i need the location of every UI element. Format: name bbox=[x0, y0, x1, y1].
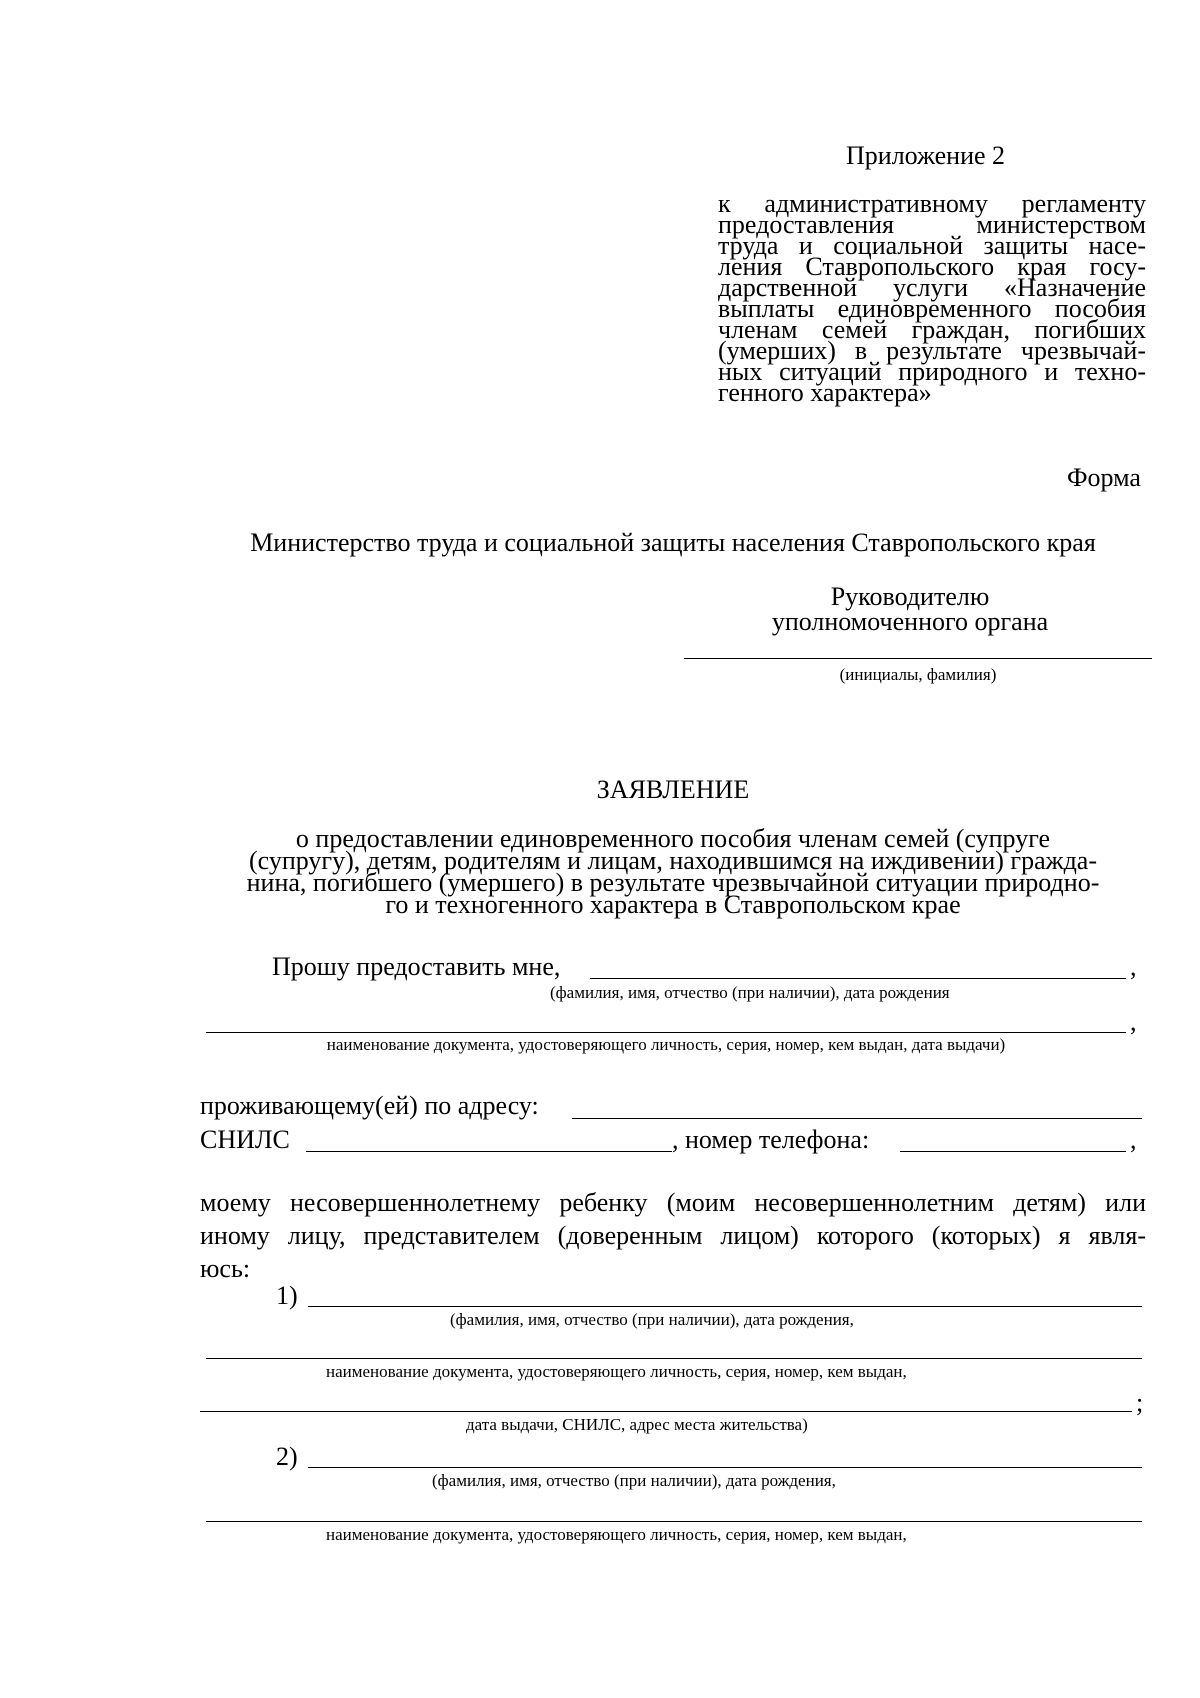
addressee-caption: (инициалы, фамилия) bbox=[839, 665, 997, 684]
form-label: Форма bbox=[1067, 463, 1141, 492]
addressee-line-2: уполномоченного органа bbox=[771, 607, 1049, 636]
subtitle-line: (супругу), детям, родителям и лицам, находившимся на иждивении) гражда- bbox=[249, 846, 1097, 875]
statement-subtitle bbox=[200, 824, 1146, 919]
child-1-name-caption: (фамилия, имя, отчество (при наличии), дата рождения, bbox=[450, 1310, 854, 1329]
statement-title: ЗАЯВЛЕНИЕ bbox=[596, 775, 750, 804]
snils-label: СНИЛС bbox=[200, 1125, 290, 1154]
intro-line: юсь: bbox=[200, 1254, 251, 1283]
child-1-extra-caption: дата выдачи, СНИЛС, адрес места жительства) bbox=[466, 1415, 808, 1434]
phone-field[interactable] bbox=[900, 1151, 1126, 1152]
applicant-document-caption: наименование документа, удостоверяющего личность, серия, номер, кем выдан, дата выдачи) bbox=[326, 1035, 1006, 1054]
appendix-line: предоставления министерством bbox=[718, 210, 1146, 239]
appendix-line: генного характера» bbox=[718, 378, 932, 407]
address-label: проживающему(ей) по адресу: bbox=[200, 1091, 539, 1120]
semicolon: ; bbox=[1136, 1388, 1144, 1417]
appendix-line: к административному регламенту bbox=[718, 189, 1146, 218]
appendix-line: (умерших) в результате чрезвычай- bbox=[718, 336, 1146, 365]
child-1-name-field[interactable] bbox=[308, 1306, 1142, 1307]
appendix-line: ления Ставропольского края госу- bbox=[718, 252, 1146, 281]
intro-line: иному лицу, представителем (доверенным лицом) которого (которых) я явля- bbox=[200, 1221, 1146, 1250]
addressee-signature-line[interactable] bbox=[684, 658, 1152, 659]
intro-line: моему несовершеннолетнему ребенку (моим несовершеннолетним детям) или bbox=[200, 1188, 1146, 1217]
address-field[interactable] bbox=[572, 1118, 1142, 1119]
ministry-name: Министерство труда и социальной защиты населения Ставропольского края bbox=[250, 528, 1096, 557]
child-2-document-caption: наименование документа, удостоверяющего личность, серия, номер, кем выдан, bbox=[326, 1525, 907, 1544]
applicant-document-field[interactable] bbox=[206, 1032, 1126, 1033]
appendix-line: выплаты единовременного пособия bbox=[718, 294, 1146, 323]
addressee-line-1: Руководителю bbox=[830, 582, 990, 611]
appendix-number: Приложение 2 bbox=[846, 141, 1006, 170]
appendix-line: труда и социальной защиты насе- bbox=[718, 231, 1146, 260]
applicant-name-field[interactable] bbox=[590, 978, 1126, 979]
appendix-line: дарственной услуги «Назначение bbox=[718, 273, 1146, 302]
children-intro bbox=[200, 1186, 1146, 1285]
appendix-line: ных ситуаций природного и техно- bbox=[718, 357, 1146, 386]
item-number-1: 1) bbox=[276, 1281, 298, 1310]
comma: , bbox=[1130, 1007, 1137, 1036]
child-1-document-field[interactable] bbox=[206, 1358, 1142, 1359]
comma: , bbox=[1130, 1125, 1137, 1154]
appendix-text bbox=[718, 189, 1146, 407]
subtitle-line: го и техногенного характера в Ставропольском крае bbox=[385, 890, 961, 919]
applicant-name-caption: (фамилия, имя, отчество (при наличии), дата рождения bbox=[550, 983, 950, 1002]
phone-label: , номер телефона: bbox=[672, 1125, 870, 1154]
item-number-2: 2) bbox=[276, 1442, 298, 1471]
child-1-extra-field[interactable] bbox=[200, 1411, 1132, 1412]
child-2-name-field[interactable] bbox=[308, 1467, 1142, 1468]
child-1-document-caption: наименование документа, удостоверяющего личность, серия, номер, кем выдан, bbox=[326, 1362, 907, 1381]
subtitle-line: о предоставлении единовременного пособия членам семей (супруге bbox=[295, 824, 1051, 853]
snils-field[interactable] bbox=[306, 1151, 672, 1152]
child-2-document-field[interactable] bbox=[206, 1521, 1142, 1522]
child-2-name-caption: (фамилия, имя, отчество (при наличии), дата рождения, bbox=[432, 1471, 836, 1490]
request-label: Прошу предоставить мне, bbox=[272, 952, 561, 981]
appendix-line: членам семей граждан, погибших bbox=[718, 315, 1146, 344]
subtitle-line: нина, погибшего (умершего) в результате чрезвычайной ситуации природно- bbox=[246, 868, 1100, 897]
comma: , bbox=[1130, 952, 1137, 981]
